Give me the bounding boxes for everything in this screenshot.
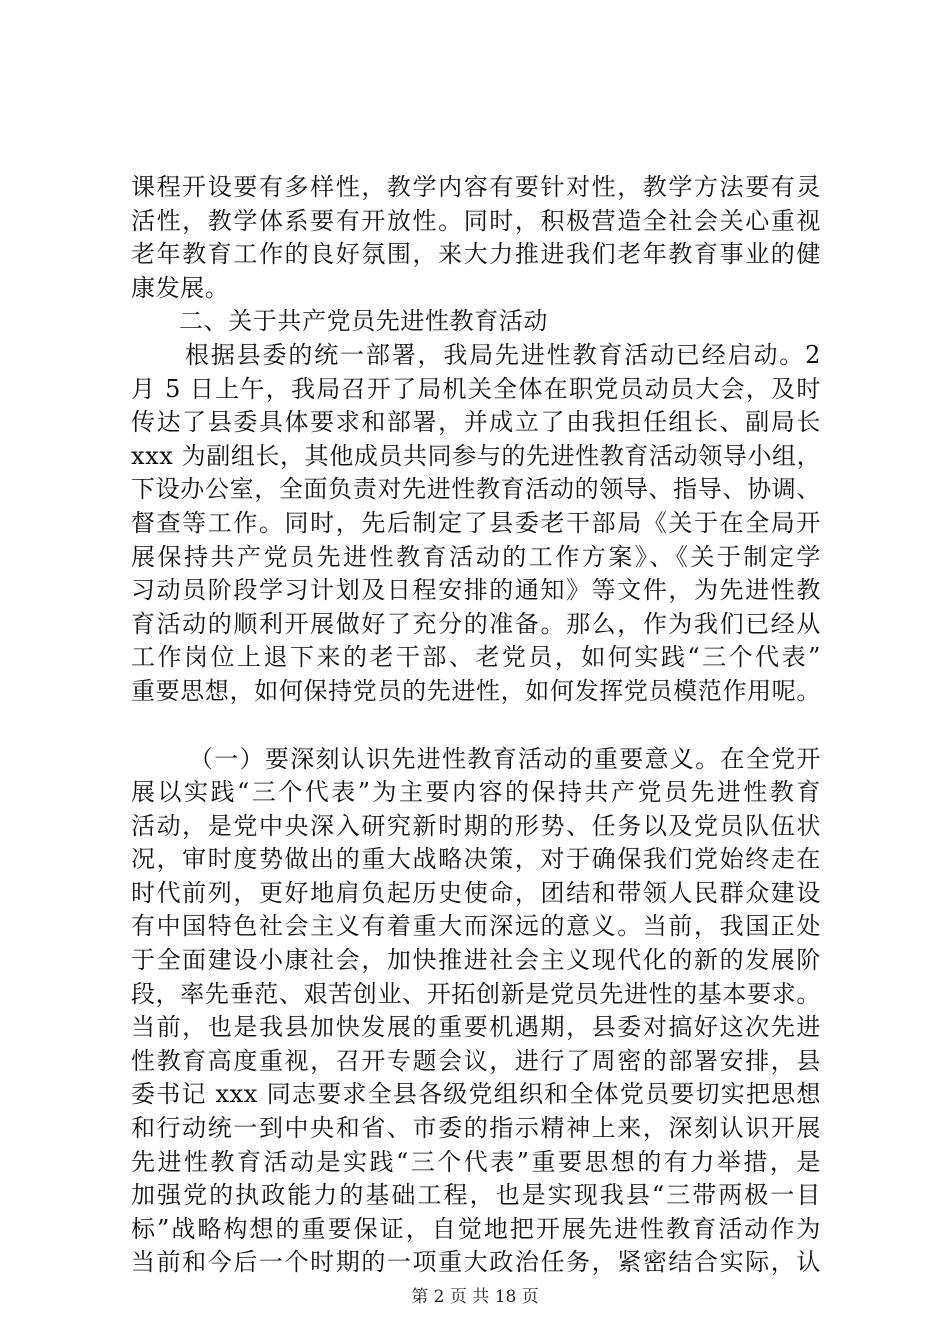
text-line: 当前和今后一个时期的一项重大政治任务，紧密结合实际，认 — [131, 1248, 821, 1277]
text-line: 老年教育工作的良好氛围，来大力推进我们老年教育事业的健 — [131, 240, 821, 269]
text-line: 习动员阶段学习计划及日程安排的通知》等文件，为先进性教 — [131, 576, 821, 605]
text-line: 当前，也是我县加快发展的重要机遇期，县委对搞好这次先进 — [131, 1013, 821, 1042]
text-line: 段，率先垂范、艰苦创业、开拓创新是党员先进性的基本要求。 — [131, 979, 821, 1008]
text-line: 于全面建设小康社会，加快推进社会主义现代化的新的发展阶 — [131, 946, 821, 975]
text-line: 督查等工作。同时，先后制定了县委老干部局《关于在全局开 — [131, 508, 821, 537]
text-line: 时代前列，更好地肩负起历史使命，团结和带领人民群众建设 — [131, 878, 821, 907]
text-line: 有中国特色社会主义有着重大而深远的意义。当前，我国正处 — [131, 912, 821, 941]
paragraph-gap — [131, 709, 821, 743]
text-line: 和行动统一到中央和省、市委的指示精神上来，深刻认识开展 — [131, 1114, 821, 1143]
text-line: 活性，教学体系要有开放性。同时，积极营造全社会关心重视 — [131, 206, 821, 235]
text-line: 重要思想，如何保持党员的先进性，如何发挥党员模范作用呢。 — [131, 676, 821, 705]
paragraph-1 — [131, 171, 821, 305]
paragraph-2 — [131, 339, 821, 709]
text-line: 况，审时度势做出的重大战略决策，对于确保我们党始终走在 — [131, 845, 821, 874]
text-line: 下设办公室，全面负责对先进性教育活动的领导、指导、协调、 — [131, 475, 821, 504]
text-line: （一）要深刻认识先进性教育活动的重要意义。在全党开 — [189, 744, 821, 773]
document-body — [131, 171, 821, 1280]
text-line: xxx 为副组长，其他成员共同参与的先进性教育活动领导小组， — [131, 441, 822, 470]
text-line: 传达了县委具体要求和部署，并成立了由我担任组长、副局长 — [131, 408, 821, 437]
text-line: 工作岗位上退下来的老干部、老党员，如何实践“三个代表” — [131, 643, 821, 672]
text-line: 加强党的执政能力的基础工程，也是实现我县“三带两极一目 — [131, 1181, 821, 1210]
text-line: 月 5 日上午，我局召开了局机关全体在职党员动员大会，及时 — [131, 374, 821, 403]
paragraph-3 — [131, 743, 821, 1281]
text-line: 育活动的顺利开展做好了充分的准备。那么，作为我们已经从 — [131, 609, 821, 638]
text-line: 课程开设要有多样性，教学内容有要针对性，教学方法要有灵 — [131, 173, 821, 201]
text-line: 康发展。 — [131, 273, 230, 302]
text-line: 先进性教育活动是实践“三个代表”重要思想的有力举措，是 — [131, 1147, 821, 1176]
text-line: 委书记 xxx 同志要求全县各级党组织和全体党员要切实把思想 — [131, 1080, 821, 1109]
page-number-footer: 第 2 页 共 18 页 — [411, 1287, 539, 1307]
section-heading: 二、关于共产党员先进性教育活动 — [179, 307, 548, 336]
text-line: 根据县委的统一部署，我局先进性教育活动已经启动。2 — [185, 340, 821, 369]
text-line: 标”战略构想的重要保证，自觉地把开展先进性教育活动作为 — [131, 1214, 821, 1243]
text-line: 性教育高度重视，召开专题会议，进行了周密的部署安排，县 — [131, 1046, 821, 1075]
text-line: 活动，是党中央深入研究新时期的形势、任务以及党员队伍状 — [131, 811, 821, 840]
text-line: 展以实践“三个代表”为主要内容的保持共产党员先进性教育 — [131, 778, 821, 807]
text-line: 展保持共产党员先进性教育活动的工作方案》、《关于制定学 — [131, 542, 821, 571]
